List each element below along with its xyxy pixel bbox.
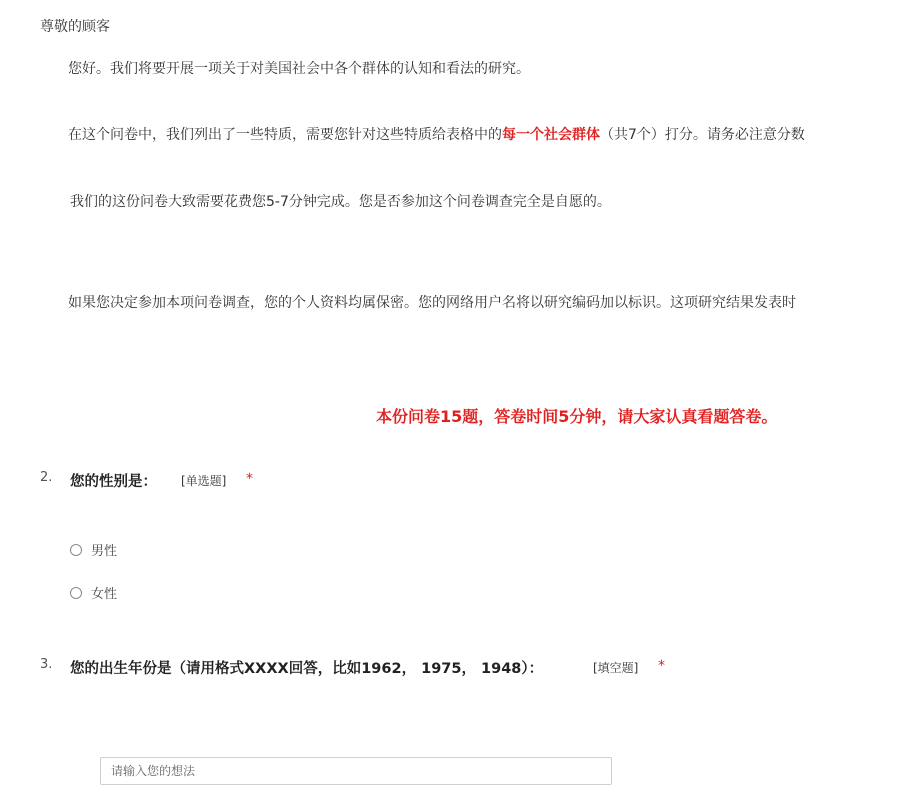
intro-paragraph-3: 我们的这份问卷大致需要花费您5-7分钟完成。您是否参加这个问卷调查完全是自愿的。 [70,194,611,210]
intro-paragraph-2-post: （共7个）打分。请务必注意分数 [600,127,805,143]
option-label: 女性 [91,587,118,602]
intro-paragraph-2-emphasis: 每一个社会群体 [502,127,600,143]
option-label: 男性 [91,544,118,559]
question-number: 3. [40,657,53,672]
required-marker: * [658,658,665,674]
intro-paragraph-4: 如果您决定参加本项问卷调查，您的个人资料均属保密。您的网络用户名将以研究编码加以标识。这项研究结果发表时 [68,295,796,311]
intro-paragraph-2 [68,124,805,144]
greeting: 尊敬的顾客 [40,19,110,35]
question-title: 您的性别是： [70,474,157,490]
question-type-label: [填空题] [593,661,639,675]
required-marker: * [246,471,253,487]
birth-year-input[interactable] [100,757,612,785]
question-title: 您的出生年份是（请用格式XXXX回答，比如1962， 1975， 1948）： [70,661,544,677]
intro-paragraph-1: 您好。我们将要开展一项关于对美国社会中各个群体的认知和看法的研究。 [68,61,530,77]
radio-button[interactable] [70,544,82,556]
question-number: 2. [40,470,53,485]
option-female[interactable] [70,583,117,602]
option-male[interactable] [70,540,117,559]
intro-paragraph-2-pre: 在这个问卷中，我们列出了一些特质，需要您针对这些特质给表格中的 [68,127,502,143]
radio-button[interactable] [70,587,82,599]
question-type-label: [单选题] [181,474,227,488]
survey-notice: 本份问卷15题，答卷时间5分钟，请大家认真看题答卷。 [376,407,778,426]
